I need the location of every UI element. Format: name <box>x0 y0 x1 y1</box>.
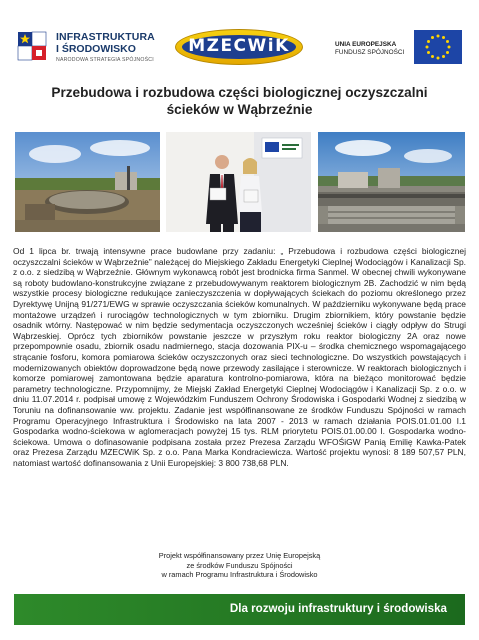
footer-banner <box>14 594 465 625</box>
plant-construction-photo <box>15 132 160 232</box>
logo-line-2: I ŚRODOWISKO <box>56 43 136 55</box>
nss-logo-icon <box>14 28 52 64</box>
title-line-2: ścieków w Wąbrzeźnie <box>166 102 313 117</box>
logo-line-3: NARODOWA STRATEGIA SPÓJNOŚCI <box>56 57 154 63</box>
cofund-line-1: Projekt współfinansowany przez Unię Europejską <box>158 551 321 560</box>
mzecwik-logo <box>175 29 303 65</box>
eu-logo-line-2: FUNDUSZ SPÓJNOŚCI <box>335 49 405 56</box>
eu-flag-icon <box>414 30 462 64</box>
title-line-1: Przebudowa i rozbudowa części biologicznej oczyszczalni <box>51 85 428 100</box>
page-title <box>20 84 459 118</box>
banner-text: Dla rozwoju infrastruktury i środowiska <box>229 602 447 615</box>
cofund-statement <box>40 551 439 580</box>
article-body: Od 1 lipca br. trwają intensywne prace budowlane przy zadaniu: „ Przebudowa i rozbudowa części biologicznej oczyszczalni ścieków w Wąbrzeźnie” należącej do Miejskiego Zakładu Energetyki Cieplnej Wodociągów i Kanalizacji Sp. z o.o. z siedzibą w Wąbrzeźnie. Głównym wykonawcą robót jest brodnicka firma Sanmel. W obecnej chwili wykonywane są roboty budowlano-konstrukcyjne związane z przebudowywanym reaktorem biologicznym 2B. Zachodzić w nim będą wszystkie procesy biologiczne redukujące zanieczyszczenia w dopływających ściekach do poziomu określonego przez Dyrektywę Unijną 91/271/EWG w sprawie oczyszczania ścieków komunalnych. W październiku wykonywane będą prace montażowe urządzeń i rurociągów technologicznych w tym zbiorniku. Drugim zbiornikiem, który powstanie będzie osadnik wtórny. Następować w nim będzie sedymentacja oczyszczonych wcześniej ścieków i ciągły odpływ do Strugi Wąbrzeskiej. Oprócz tych zbiorników powstanie jeszcze w przyszłym roku reaktor biologiczny 2A oraz nowe przepompownie osadu, zbiornik osadu nadmiernego, stacja dozowania PIX-u – środka chemicznego wspomagającego strącanie fosforu, komora pomiarowa ścieków oczyszczonych oraz sieci technologiczne. Do wszystkich powstających i modernizowanych obiektów doprowadzone będą nowe przewody zasilające i sterownicze. W reaktorach biologicznych i komorze pomiarowej zamontowana będzie aparatura kontrolno-pomiarowa, która na bieżąco monitorować będzie parametry technologiczne. Przypomnijmy, że Miejski Zakład Energetyki Cieplnej Wodociągów i Kanalizacji Sp. z o.o. w dniu 11.07.2014 r. podpisał umowę z Wojewódzkim Funduszem Ochrony Środowiska i Gospodarki Wodnej z siedzibą w Toruniu na dofinansowanie ww. projektu. Zadanie jest współfinansowane ze środków Funduszu Spójności w ramach Programu Operacyjnego Infrastruktura i Środowisko na lata 2007 - 2013 w ramach działania POIS.01.01.00 I.1 Gospodarka wodno-ściekowa w aglomeracjach powyżej 15 tys. RLM priorytetu POIS.01.00.00 I. Gospodarka wodno-ściekowa. Umowa o dofinasowanie podpisana została przez Prezesa Zarządu WFOŚiGW Panią Emilię Kawka-Patek oraz Prezesa Zarządu MZECWiK Sp. z o.o. Pana Marka Kondraciewicza. Wartość projektu wynosi: 8 189 507,57 PLN, natomiast wartość dofinansowania z Unii Europejskiej: 3 800 738,68 PLN. <box>13 246 466 468</box>
eu-logo-line-1: UNIA EUROPEJSKA <box>335 41 397 48</box>
eu-logo <box>335 30 465 66</box>
infrastruktura-logo <box>14 28 164 72</box>
mzecwik-logo-text: MZECWiK <box>188 36 290 56</box>
contract-signing-photo <box>166 132 311 232</box>
logo-line-1: INFRASTRUKTURA <box>56 31 155 43</box>
cofund-line-2: ze środków Funduszu Spójności <box>186 560 293 570</box>
treatment-tanks-photo <box>318 132 465 232</box>
cofund-line-3: w ramach Programu Infrastruktura i Środowisko <box>161 570 318 580</box>
